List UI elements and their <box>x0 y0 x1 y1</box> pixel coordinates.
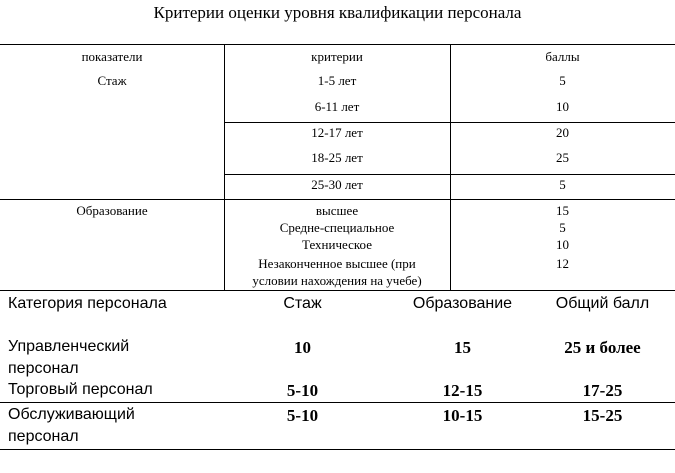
education-points-3: 10 <box>556 237 569 252</box>
category-row-1-education: 15 <box>454 338 471 357</box>
education-criterion-1: высшее <box>315 203 359 218</box>
experience-points-5: 5 <box>559 177 566 192</box>
experience-criterion-5: 25-30 лет <box>311 177 363 192</box>
category-row-1-experience: 10 <box>294 338 311 357</box>
experience-label: Стаж <box>97 73 127 88</box>
row-divider-category-header <box>0 290 675 291</box>
education-criterion-4-line2: условии нахождения на учебе) <box>252 273 422 288</box>
header-criteria: критерии <box>311 49 363 64</box>
experience-criterion-2: 6-11 лет <box>314 99 360 114</box>
header-points: баллы <box>545 49 580 64</box>
category-row-3-experience: 5-10 <box>286 406 319 425</box>
row-divider-experience-2 <box>224 174 675 175</box>
education-criterion-4-line1: Незаконченное высшее (при <box>258 256 416 271</box>
experience-criterion-4: 18-25 лет <box>311 150 363 165</box>
row-divider-education <box>0 199 675 200</box>
category-row-3-label-line1: Обслуживающий <box>8 406 135 423</box>
category-row-2-label: Торговый персонал <box>8 381 153 398</box>
education-label: Образование <box>76 203 148 218</box>
category-header-category: Категория персонала <box>8 295 167 312</box>
category-row-3-label-line2: персонал <box>8 428 79 445</box>
experience-points-1: 5 <box>559 73 566 88</box>
category-row-2-experience: 5-10 <box>286 381 319 400</box>
category-header-education: Образование <box>412 295 513 312</box>
education-points-2: 5 <box>559 220 566 235</box>
category-row-2-education: 12-15 <box>442 381 483 400</box>
experience-points-3: 20 <box>556 125 569 140</box>
experience-criterion-1: 1-5 лет <box>317 73 357 88</box>
education-points-4: 12 <box>556 256 569 271</box>
category-row-1-label-line1: Управленческий <box>8 338 130 355</box>
experience-criterion-3: 12-17 лет <box>311 125 363 140</box>
category-header-total: Общий балл <box>555 295 650 312</box>
page-title: Критерии оценки уровня квалификации персонала <box>153 3 522 22</box>
category-header-experience: Стаж <box>283 295 322 312</box>
category-row-3-education: 10-15 <box>442 406 483 425</box>
row-divider-experience-1 <box>224 122 675 123</box>
education-points-1: 15 <box>556 203 569 218</box>
category-row-2-total: 17-25 <box>582 381 623 400</box>
experience-points-2: 10 <box>556 99 569 114</box>
experience-points-4: 25 <box>556 150 569 165</box>
table-bottom-border <box>0 449 675 450</box>
education-criterion-3: Техническое <box>302 237 372 252</box>
category-row-1-total: 25 и более <box>564 338 641 357</box>
table-top-border <box>0 44 675 45</box>
category-row-3-total: 15-25 <box>582 406 623 425</box>
education-criterion-2: Средне-специальное <box>279 220 395 235</box>
category-row-1-label-line2: персонал <box>8 360 79 377</box>
header-indicators: показатели <box>81 49 143 64</box>
category-row-divider <box>0 402 675 403</box>
